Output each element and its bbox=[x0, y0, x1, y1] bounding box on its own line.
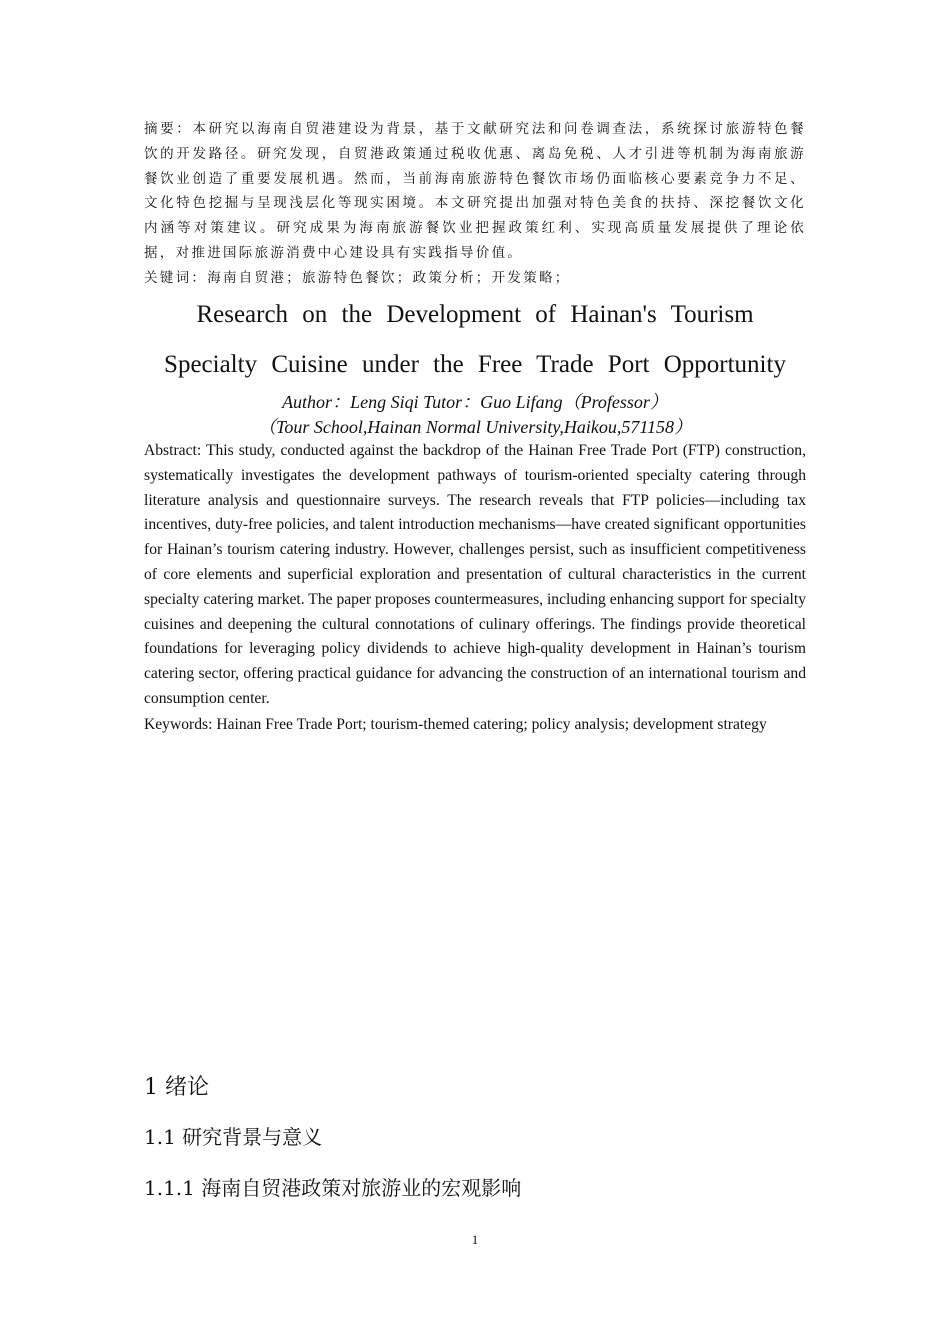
author-tutor-line: Author：Leng Siqi Tutor：Guo Lifang（Professor） bbox=[282, 392, 668, 412]
english-title-line-1: Research on the Development of Hainan's Tourism bbox=[196, 301, 754, 328]
heading-section-1-1: 1.1 研究背景与意义 bbox=[144, 1125, 323, 1149]
heading-chapter-1: 1 绪论 bbox=[144, 1075, 209, 1100]
english-abstract: Abstract: This study, conducted against the backdrop of the Hainan Free Trade Port (FTP) construction, systematically investigates the development pathways of tourism-oriented specialty catering through literature analysis and questionnaire surveys. The research reveals that FTP policies—including tax incentives, duty-free policies, and talent introduction mechanisms—have created significant opportunities for Hainan’s tourism catering industry. However, challenges persist, such as insufficient competitiveness of core elements and superficial exploration and presentation of cultural characteristics in the current specialty catering market. The paper proposes countermeasures, including enhancing support for specialty cuisines and deepening the cultural connotations of culinary offerings. The findings provide theoretical foundations for leveraging policy dividends to achieve high-quality development in Hainan’s tourism catering sector, offering practical guidance for advancing the construction of an international tourism and consumption center. bbox=[144, 442, 806, 707]
chinese-abstract: 摘要：本研究以海南自贸港建设为背景，基于文献研究法和问卷调查法，系统探讨旅游特色餐饮的开发路径。研究发现，自贸港政策通过税收优惠、离岛免税、人才引进等机制为海南旅游餐饮业创造了重要发展机遇。然而，当前海南旅游特色餐饮市场仍面临核心要素竞争力不足、文化特色挖掘与呈现浅层化等现实困境。本文研究提出加强对特色美食的扶持、深挖餐饮文化内涵等对策建议。研究成果为海南旅游餐饮业把握政策红利、实现高质量发展提供了理论依据，对推进国际旅游消费中心建设具有实践指导价值。 bbox=[144, 121, 806, 261]
chinese-keywords: 关键词：海南自贸港；旅游特色餐饮；政策分析；开发策略； bbox=[144, 270, 571, 286]
affiliation-line: （Tour School,Hainan Normal University,Haikou,571158） bbox=[257, 417, 692, 437]
heading-subsection-1-1-1: 1.1.1 海南自贸港政策对旅游业的宏观影响 bbox=[144, 1176, 522, 1200]
page-number: 1 bbox=[471, 1232, 479, 1247]
english-title-line-2: Specialty Cuisine under the Free Trade Port Opportunity bbox=[164, 351, 786, 378]
english-keywords: Keywords: Hainan Free Trade Port; tourism-themed catering; policy analysis; development strategy bbox=[144, 716, 767, 733]
